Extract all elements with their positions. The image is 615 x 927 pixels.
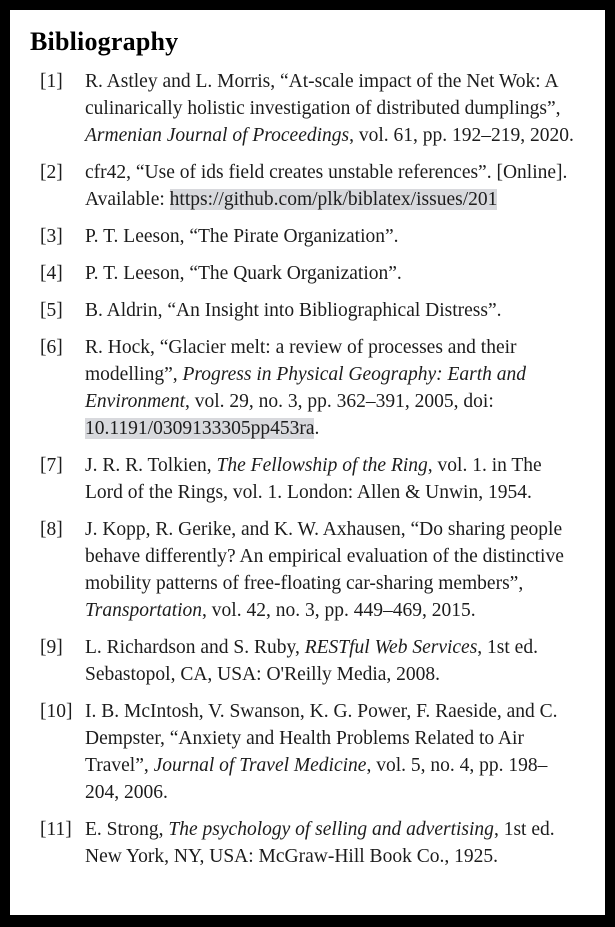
reference-number: [1]: [40, 71, 63, 92]
reference-text-segment: J. Kopp, R. Gerike, and K. W. Axhausen, “Do sharing people behave differently? An empirical evaluation of the distinctive mobility patterns of free-floating car-sharing members”,: [85, 519, 564, 594]
reference-number: [11]: [40, 819, 72, 840]
reference-text-segment: , vol. 61, pp. 192–219, 2020.: [349, 125, 574, 146]
reference-text-segment: cfr42, “Use of ids field creates unstable references”. [Online]. Available:: [85, 162, 568, 210]
reference-text: [85, 698, 578, 806]
reference-item: [40, 698, 578, 806]
reference-item: [40, 452, 578, 506]
reference-text-segment: I. B. McIntosh, V. Swanson, K. G. Power, F. Raeside, and C. Dempster, “Anxiety and Health Problems Related to Air Travel”,: [85, 701, 558, 776]
reference-text: [85, 223, 578, 250]
reference-title-italic: The Fellowship of the Ring: [216, 455, 428, 476]
reference-number: [9]: [40, 637, 63, 658]
reference-number: [3]: [40, 226, 63, 247]
reference-item: [40, 816, 578, 870]
reference-title-italic: The psychology of selling and advertising: [168, 819, 494, 840]
reference-item: [40, 159, 578, 213]
reference-number: [8]: [40, 519, 63, 540]
reference-title-italic: Journal of Travel Medicine: [153, 755, 367, 776]
reference-text-segment: , 1st ed. Sebastopol, CA, USA: O'Reilly Media, 2008.: [85, 637, 538, 685]
reference-text: [85, 334, 578, 442]
reference-text-segment: L. Richardson and S. Ruby,: [85, 637, 305, 658]
reference-title-italic: Transportation: [85, 600, 203, 621]
reference-item: [40, 68, 578, 149]
reference-item: [40, 260, 578, 287]
reference-link[interactable]: 10.1191/0309133305pp453ra: [85, 418, 315, 439]
reference-text-segment: , vol. 1. in The Lord of the Rings, vol. 1. London: Allen & Unwin, 1954.: [85, 455, 542, 503]
reference-text: [85, 516, 578, 624]
reference-text-segment: , vol. 29, no. 3, pp. 362–391, 2005, doi:: [185, 391, 494, 412]
reference-text-segment: , 1st ed. New York, NY, USA: McGraw-Hill Book Co., 1925.: [85, 819, 555, 867]
reference-number: [7]: [40, 455, 63, 476]
reference-number: [2]: [40, 162, 63, 183]
reference-text: [85, 260, 578, 287]
page-title: Bibliography: [30, 27, 179, 56]
reference-text-segment: R. Astley and L. Morris, “At-scale impact of the Net Wok: A culinarically holistic investigation of distributed dumplings”,: [85, 71, 561, 119]
reference-text-segment: R. Hock, “Glacier melt: a review of processes and their modelling”,: [85, 337, 517, 385]
reference-item: [40, 297, 578, 324]
reference-item: [40, 516, 578, 624]
reference-number: [6]: [40, 337, 63, 358]
reference-title-italic: Armenian Journal of Proceedings: [85, 125, 350, 146]
reference-item: [40, 634, 578, 688]
reference-number: [5]: [40, 300, 63, 321]
reference-text: [85, 297, 578, 324]
reference-text-segment: , vol. 42, no. 3, pp. 449–469, 2015.: [202, 600, 476, 621]
reference-title-italic: Progress in Physical Geography: Earth and Environment: [85, 364, 527, 412]
reference-number: [10]: [40, 701, 73, 722]
reference-text-segment: .: [314, 418, 320, 439]
document-page: [10, 10, 605, 915]
reference-text-segment: B. Aldrin, “An Insight into Bibliographical Distress”.: [85, 300, 502, 321]
reference-text: [85, 452, 578, 506]
reference-item: [40, 223, 578, 250]
reference-list: [30, 68, 578, 870]
reference-title-italic: RESTful Web Services: [304, 637, 478, 658]
reference-text: [85, 816, 578, 870]
reference-link[interactable]: https://github.com/plk/biblatex/issues/201: [169, 189, 498, 210]
reference-text-segment: , vol. 5, no. 4, pp. 198–204, 2006.: [85, 755, 548, 803]
reference-text: [85, 159, 578, 213]
reference-text-segment: J. R. R. Tolkien,: [85, 455, 217, 476]
reference-text-segment: P. T. Leeson, “The Quark Organization”.: [85, 263, 402, 284]
reference-text: [85, 68, 578, 149]
reference-text-segment: E. Strong,: [85, 819, 169, 840]
reference-text: [85, 634, 578, 688]
reference-number: [4]: [40, 263, 63, 284]
reference-text-segment: P. T. Leeson, “The Pirate Organization”.: [85, 226, 399, 247]
reference-item: [40, 334, 578, 442]
